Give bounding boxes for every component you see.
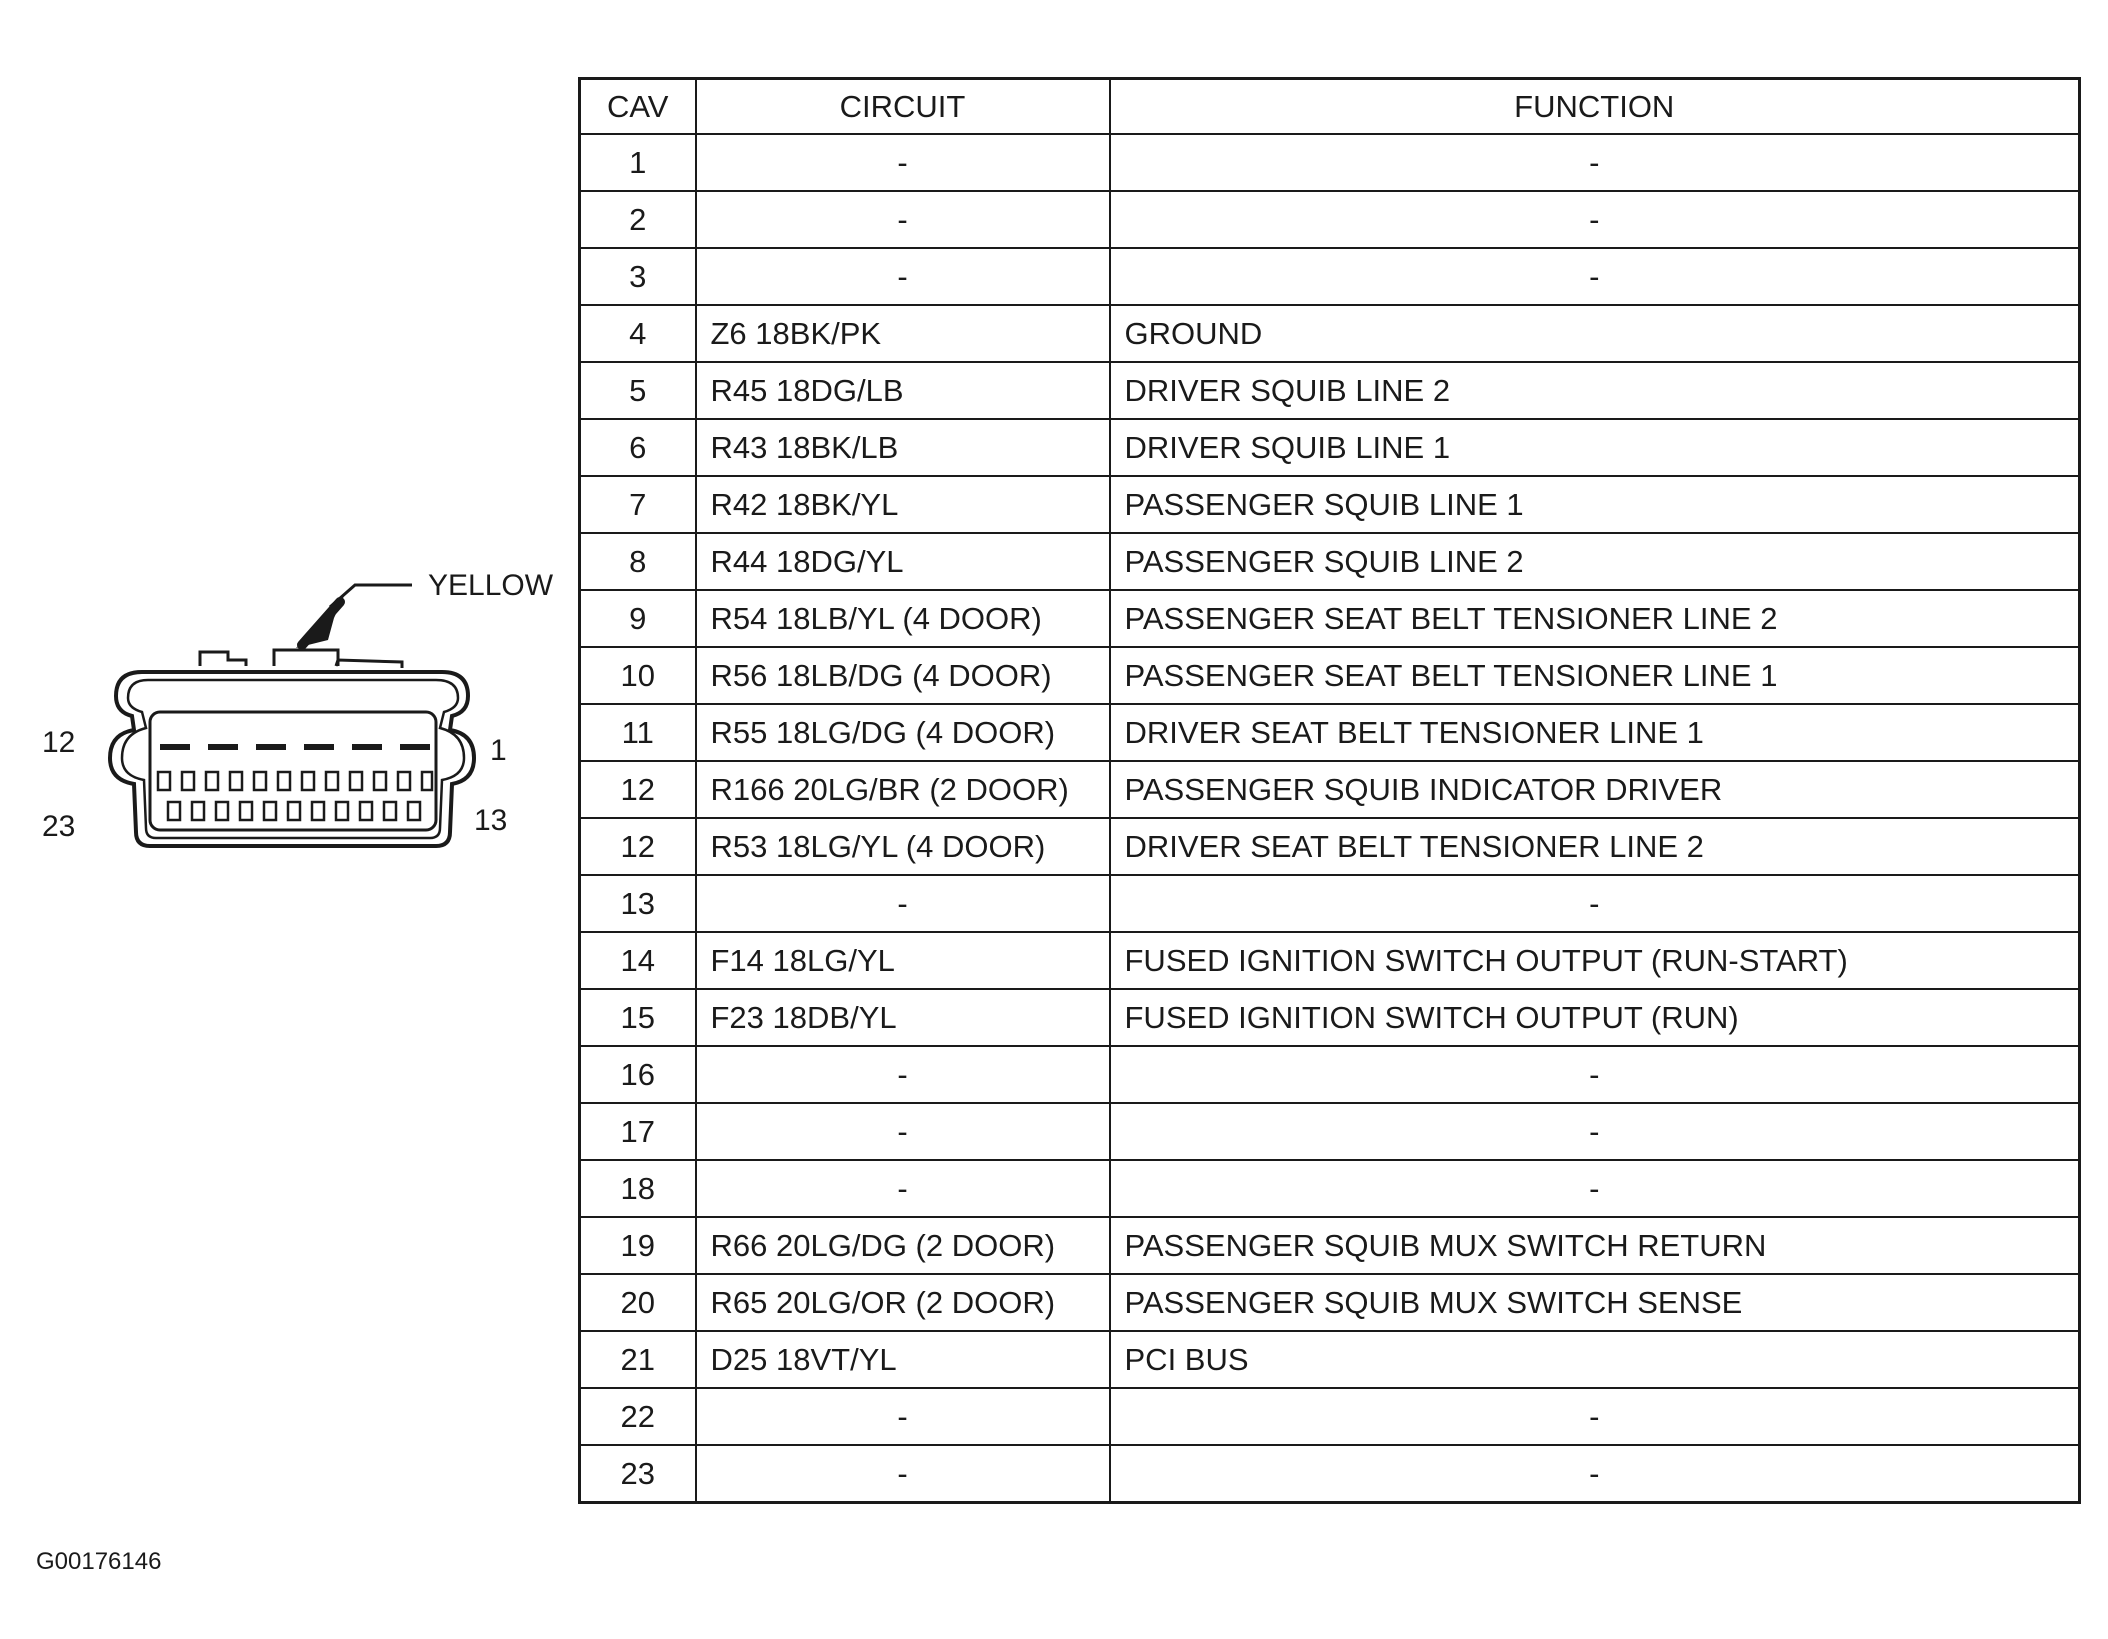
connector-cavities-bottom-row [168,802,420,820]
function-cell: DRIVER SQUIB LINE 2 [1110,362,2080,419]
circuit-cell: R65 20LG/OR (2 DOOR) [696,1274,1110,1331]
cav-cell: 21 [580,1331,696,1388]
circuit-cell: - [696,1103,1110,1160]
circuit-cell: R66 20LG/DG (2 DOOR) [696,1217,1110,1274]
circuit-cell: - [696,1160,1110,1217]
cav-cell: 13 [580,875,696,932]
cav-cell: 2 [580,191,696,248]
cav-cell: 16 [580,1046,696,1103]
header-function: FUNCTION [1110,79,2080,135]
circuit-cell: - [696,1388,1110,1445]
function-cell: PASSENGER SEAT BELT TENSIONER LINE 1 [1110,647,2080,704]
table-row [580,1217,2080,1274]
connector-cavities-top-row [158,772,432,790]
circuit-cell: Z6 18BK/PK [696,305,1110,362]
function-cell: PASSENGER SQUIB INDICATOR DRIVER [1110,761,2080,818]
function-cell: - [1110,1445,2080,1503]
function-cell: PASSENGER SQUIB MUX SWITCH RETURN [1110,1217,2080,1274]
table-row [580,989,2080,1046]
table-row [580,248,2080,305]
table-row [580,1331,2080,1388]
table-row [580,134,2080,191]
table-row [580,476,2080,533]
connector-diagram [0,0,600,1639]
function-cell: FUSED IGNITION SWITCH OUTPUT (RUN) [1110,989,2080,1046]
table-body [580,134,2080,1503]
circuit-cell: F23 18DB/YL [696,989,1110,1046]
cav-cell: 15 [580,989,696,1046]
header-cav: CAV [580,79,696,135]
circuit-cell: - [696,875,1110,932]
circuit-cell: - [696,1046,1110,1103]
table-row [580,305,2080,362]
circuit-cell: R43 18BK/LB [696,419,1110,476]
function-cell: PASSENGER SQUIB MUX SWITCH SENSE [1110,1274,2080,1331]
cav-cell: 19 [580,1217,696,1274]
circuit-cell: R56 18LB/DG (4 DOOR) [696,647,1110,704]
function-cell: - [1110,248,2080,305]
cav-cell: 6 [580,419,696,476]
table-row [580,875,2080,932]
circuit-cell: R55 18LG/DG (4 DOOR) [696,704,1110,761]
pin-label-12: 12 [42,726,76,759]
table-row [580,1160,2080,1217]
cav-cell: 23 [580,1445,696,1503]
table-row [580,1046,2080,1103]
cav-cell: 5 [580,362,696,419]
function-cell: PASSENGER SQUIB LINE 1 [1110,476,2080,533]
pin-label-1: 1 [490,734,507,767]
table-row [580,932,2080,989]
table-row [580,533,2080,590]
cav-cell: 1 [580,134,696,191]
pinout-table [578,77,2081,1504]
table-row [580,419,2080,476]
table-row [580,362,2080,419]
circuit-cell: R53 18LG/YL (4 DOOR) [696,818,1110,875]
function-cell: - [1110,1388,2080,1445]
function-cell: - [1110,191,2080,248]
table-row [580,818,2080,875]
cav-cell: 18 [580,1160,696,1217]
figure-id: G00176146 [36,1548,162,1575]
table-row [580,1445,2080,1503]
circuit-cell: R166 20LG/BR (2 DOOR) [696,761,1110,818]
function-cell: PASSENGER SEAT BELT TENSIONER LINE 2 [1110,590,2080,647]
cav-cell: 10 [580,647,696,704]
function-cell: DRIVER SEAT BELT TENSIONER LINE 1 [1110,704,2080,761]
table-row [580,191,2080,248]
cav-cell: 20 [580,1274,696,1331]
header-circuit: CIRCUIT [696,79,1110,135]
circuit-cell: R45 18DG/LB [696,362,1110,419]
cav-cell: 4 [580,305,696,362]
function-cell: - [1110,134,2080,191]
circuit-cell: F14 18LG/YL [696,932,1110,989]
cav-cell: 12 [580,818,696,875]
pin-label-13: 13 [474,804,508,837]
function-cell: GROUND [1110,305,2080,362]
table-row [580,1388,2080,1445]
connector-key-slots [160,744,430,750]
color-callout-label: YELLOW [428,569,554,602]
table-row [580,704,2080,761]
cav-cell: 9 [580,590,696,647]
function-cell: - [1110,875,2080,932]
cav-cell: 14 [580,932,696,989]
cav-cell: 7 [580,476,696,533]
circuit-cell: D25 18VT/YL [696,1331,1110,1388]
table-row [580,761,2080,818]
cav-cell: 3 [580,248,696,305]
circuit-cell: - [696,134,1110,191]
function-cell: FUSED IGNITION SWITCH OUTPUT (RUN-START) [1110,932,2080,989]
table-row [580,647,2080,704]
color-callout-arrow [296,585,412,648]
table-row [580,590,2080,647]
function-cell: PCI BUS [1110,1331,2080,1388]
table-header-row [580,79,2080,135]
connector-latch [200,650,402,668]
function-cell: - [1110,1160,2080,1217]
function-cell: - [1110,1046,2080,1103]
cav-cell: 17 [580,1103,696,1160]
circuit-cell: R54 18LB/YL (4 DOOR) [696,590,1110,647]
circuit-cell: R44 18DG/YL [696,533,1110,590]
cav-cell: 11 [580,704,696,761]
function-cell: DRIVER SEAT BELT TENSIONER LINE 2 [1110,818,2080,875]
circuit-cell: R42 18BK/YL [696,476,1110,533]
function-cell: - [1110,1103,2080,1160]
circuit-cell: - [696,191,1110,248]
table-row [580,1103,2080,1160]
circuit-cell: - [696,248,1110,305]
circuit-cell: - [696,1445,1110,1503]
function-cell: DRIVER SQUIB LINE 1 [1110,419,2080,476]
table-row [580,1274,2080,1331]
cav-cell: 12 [580,761,696,818]
cav-cell: 22 [580,1388,696,1445]
cav-cell: 8 [580,533,696,590]
pin-label-23: 23 [42,810,76,843]
function-cell: PASSENGER SQUIB LINE 2 [1110,533,2080,590]
